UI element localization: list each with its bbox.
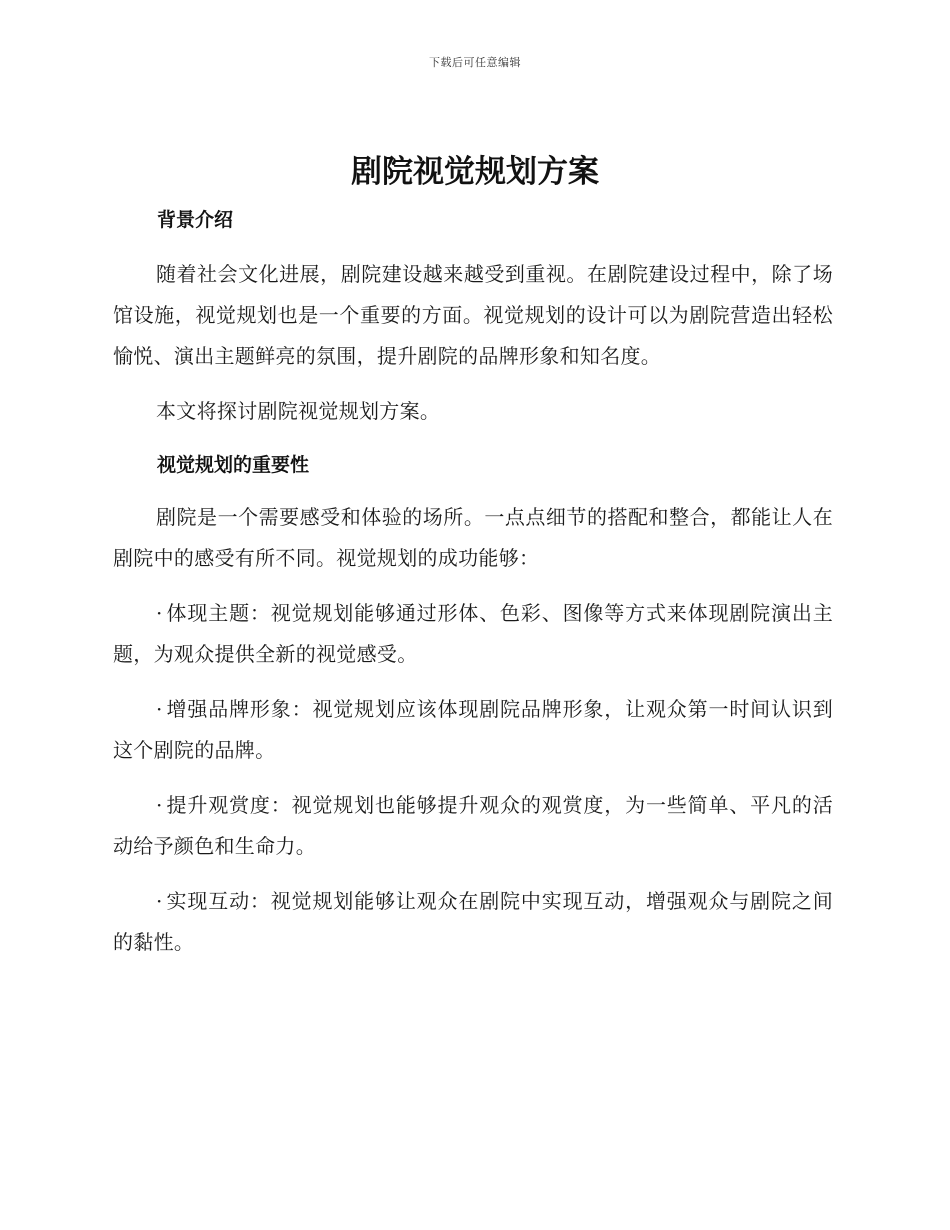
section-heading-importance: 视觉规划的重要性 <box>157 454 310 476</box>
bullet-item <box>113 689 833 771</box>
bullet-text: 增强品牌形象：视觉规划应该体现剧院品牌形象，让观众第一时间认识到这个剧院的品牌。 <box>113 697 833 762</box>
bullet-text: 实现互动：视觉规划能够让观众在剧院中实现互动，增强观众与剧院之间的黏性。 <box>113 889 833 954</box>
paragraph: 剧院是一个需要感受和体验的场所。一点点细节的搭配和整合，都能让人在剧院中的感受有所不同。视觉规划的成功能够： <box>113 505 833 570</box>
document-body <box>113 200 833 963</box>
document-title: 剧院视觉规划方案 <box>351 154 599 190</box>
bullet-dot-icon: · <box>156 889 163 913</box>
bullet-text: 提升观赏度：视觉规划也能够提升观众的观赏度，为一些简单、平凡的活动给予颜色和生命力。 <box>113 793 833 858</box>
bullet-item <box>113 785 833 867</box>
paragraph: 随着社会文化进展，剧院建设越来越受到重视。在剧院建设过程中，除了场馆设施，视觉规划也是一个重要的方面。视觉规划的设计可以为剧院营造出轻松愉悦、演出主题鲜亮的氛围，提升剧院的品牌形象和知名度。 <box>113 262 833 368</box>
bullet-dot-icon: · <box>156 697 163 721</box>
bullet-dot-icon: · <box>156 601 163 625</box>
bullet-item <box>113 593 833 675</box>
bullet-text: 体现主题：视觉规划能够通过形体、色彩、图像等方式来体现剧院演出主题，为观众提供全新的视觉感受。 <box>113 601 833 666</box>
header-note: 下载后可任意编辑 <box>429 56 521 69</box>
section-heading-background: 背景介绍 <box>157 209 234 231</box>
bullet-dot-icon: · <box>156 793 163 817</box>
bullet-item <box>113 881 833 963</box>
paragraph: 本文将探讨剧院视觉规划方案。 <box>156 399 441 423</box>
